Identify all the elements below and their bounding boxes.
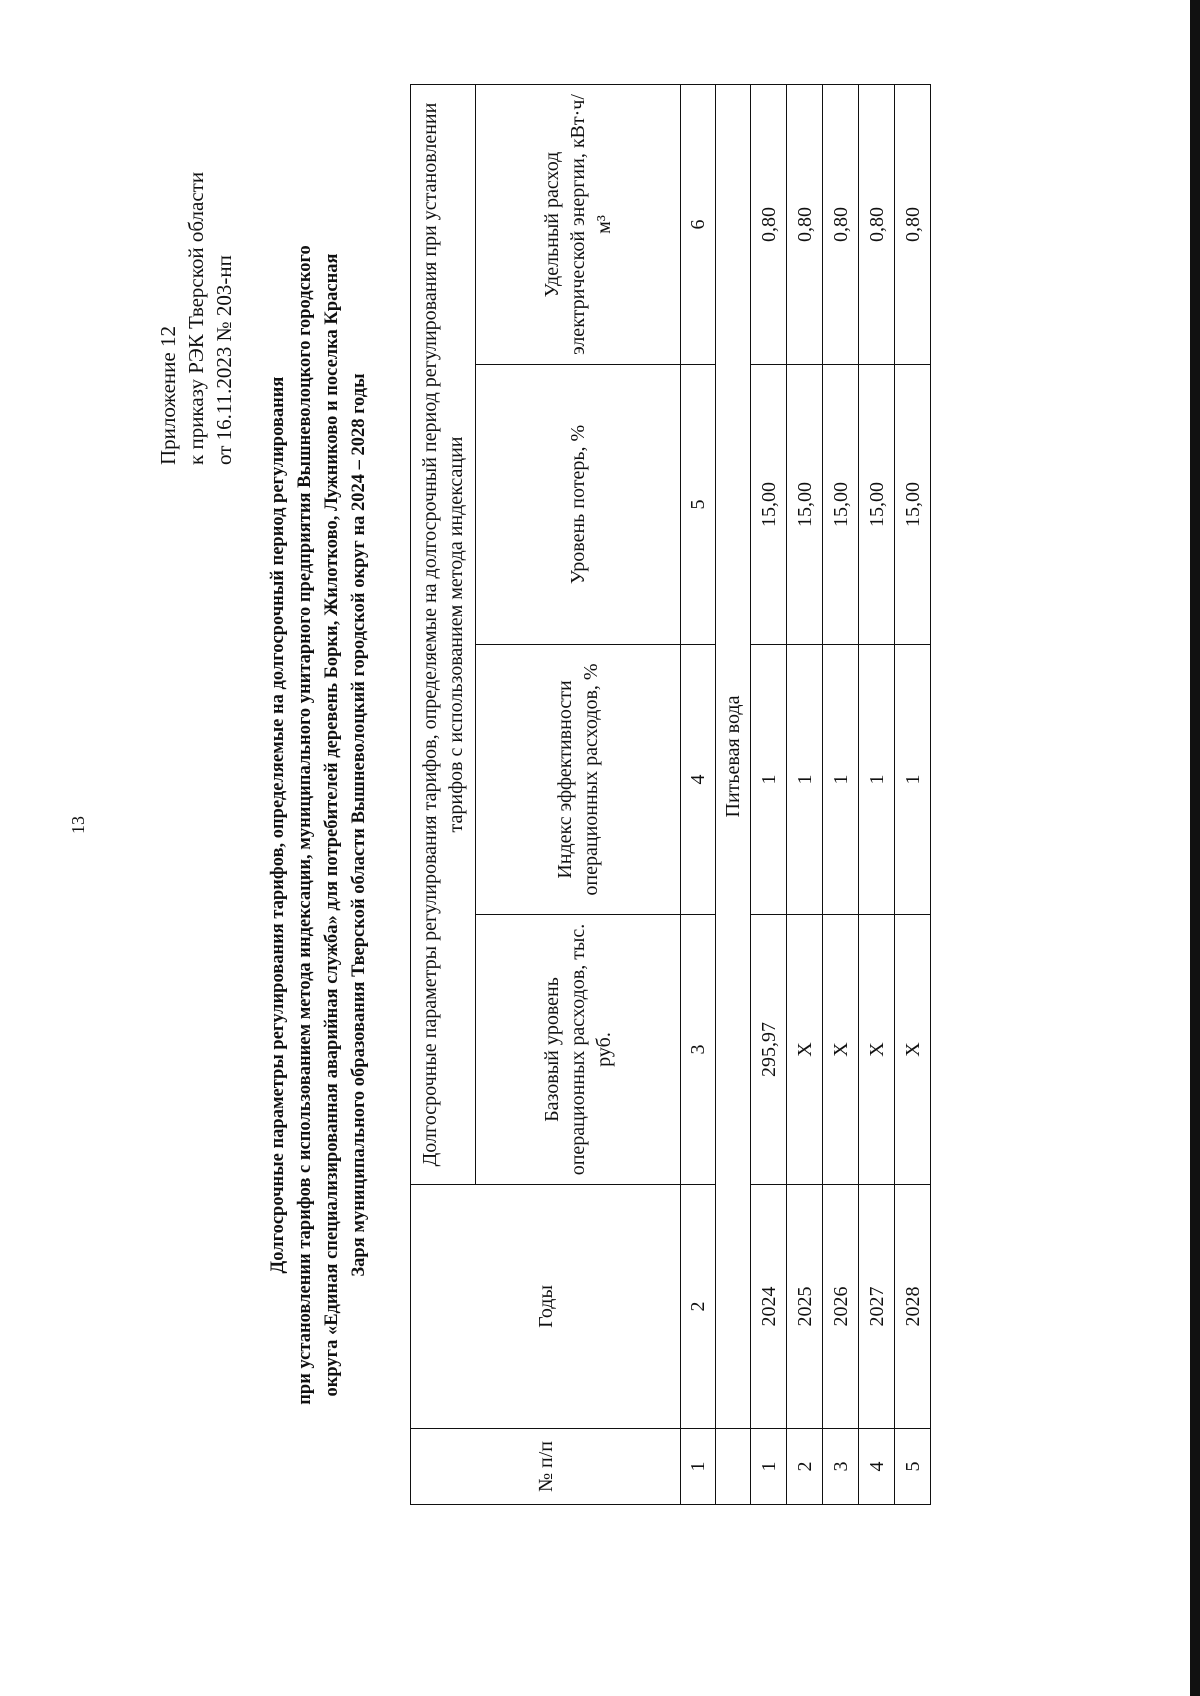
header-energy-consumption: Удельный расход электрической энергии, кВт·ч/м³ <box>476 84 681 364</box>
table-row <box>859 84 895 1504</box>
section-spacer <box>716 1429 751 1505</box>
cell-energy: 0,80 <box>823 84 859 364</box>
column-number: 2 <box>681 1185 716 1429</box>
cell-num: 1 <box>751 1429 787 1505</box>
cell-loss: 15,00 <box>751 365 787 645</box>
header-years: Годы <box>411 1185 681 1429</box>
cell-energy: 0,80 <box>859 84 895 364</box>
table-row <box>823 84 859 1504</box>
header-group: Долгосрочные параметры регулирования тарифов, определяемые на долгосрочный период регулирования при установлении тарифов с использованием метода индексации <box>411 84 476 1184</box>
header-base-level: Базовый уровень операционных расходов, тыс. руб. <box>476 915 681 1185</box>
title-line-2: при установлении тарифов с использованием метода индексации, муниципального унитарного предприятия Вышневолоцкого городского <box>295 245 315 1405</box>
column-number: 4 <box>681 645 716 915</box>
cell-year: 2024 <box>751 1185 787 1429</box>
cell-loss: 15,00 <box>859 365 895 645</box>
header-efficiency-index: Индекс эффективности операционных расходов, % <box>476 645 681 915</box>
column-number: 6 <box>681 84 716 364</box>
table-row <box>787 84 823 1504</box>
table-row <box>751 84 787 1504</box>
cell-energy: 0,80 <box>787 84 823 364</box>
title-line-3: округа «Единая специализированная аварийная служба» для потребителей деревень Борки, Жилотково, Лужниково и поселка Красная <box>322 253 342 1397</box>
table-row <box>895 84 931 1504</box>
cell-index: 1 <box>823 645 859 915</box>
cell-index: 1 <box>787 645 823 915</box>
cell-year: 2026 <box>823 1185 859 1429</box>
cell-base: Х <box>859 915 895 1185</box>
appendix-line-1: Приложение 12 <box>156 326 180 465</box>
section-row <box>716 84 751 1504</box>
section-title: Питьевая вода <box>716 84 751 1428</box>
cell-base: Х <box>823 915 859 1185</box>
table-header-row <box>411 84 476 1504</box>
cell-base: 295,97 <box>751 915 787 1185</box>
cell-base: Х <box>895 915 931 1185</box>
cell-loss: 15,00 <box>787 365 823 645</box>
appendix-line-2: к приказу РЭК Тверской области <box>184 171 208 465</box>
dark-edge-strip <box>1190 0 1200 1696</box>
appendix-reference <box>154 45 238 465</box>
cell-index: 1 <box>895 645 931 915</box>
cell-loss: 15,00 <box>895 365 931 645</box>
cell-num: 4 <box>859 1429 895 1505</box>
column-number-row <box>681 84 716 1504</box>
cell-index: 1 <box>751 645 787 915</box>
cell-year: 2028 <box>895 1185 931 1429</box>
column-number: 3 <box>681 915 716 1185</box>
title-line-4: Заря муниципального образования Тверской области Вышневолоцкий городской округ на 2024 – 2028 годы <box>349 373 369 1277</box>
header-loss-level: Уровень потерь, % <box>476 365 681 645</box>
page-number: 13 <box>68 816 88 834</box>
parameters-table <box>410 84 931 1505</box>
title-line-1: Долгосрочные параметры регулирования тарифов, определяемые на долгосрочный период регулирования <box>268 376 288 1274</box>
cell-energy: 0,80 <box>895 84 931 364</box>
header-num: № п/п <box>411 1429 681 1505</box>
document-title <box>265 15 373 1635</box>
column-number: 1 <box>681 1429 716 1505</box>
cell-year: 2027 <box>859 1185 895 1429</box>
column-number: 5 <box>681 365 716 645</box>
appendix-line-3: от 16.11.2023 № 203-нп <box>212 255 236 465</box>
cell-num: 3 <box>823 1429 859 1505</box>
cell-num: 2 <box>787 1429 823 1505</box>
cell-loss: 15,00 <box>823 365 859 645</box>
cell-year: 2025 <box>787 1185 823 1429</box>
cell-index: 1 <box>859 645 895 915</box>
rotated-page <box>50 15 1170 1635</box>
cell-base: Х <box>787 915 823 1185</box>
cell-energy: 0,80 <box>751 84 787 364</box>
cell-num: 5 <box>895 1429 931 1505</box>
